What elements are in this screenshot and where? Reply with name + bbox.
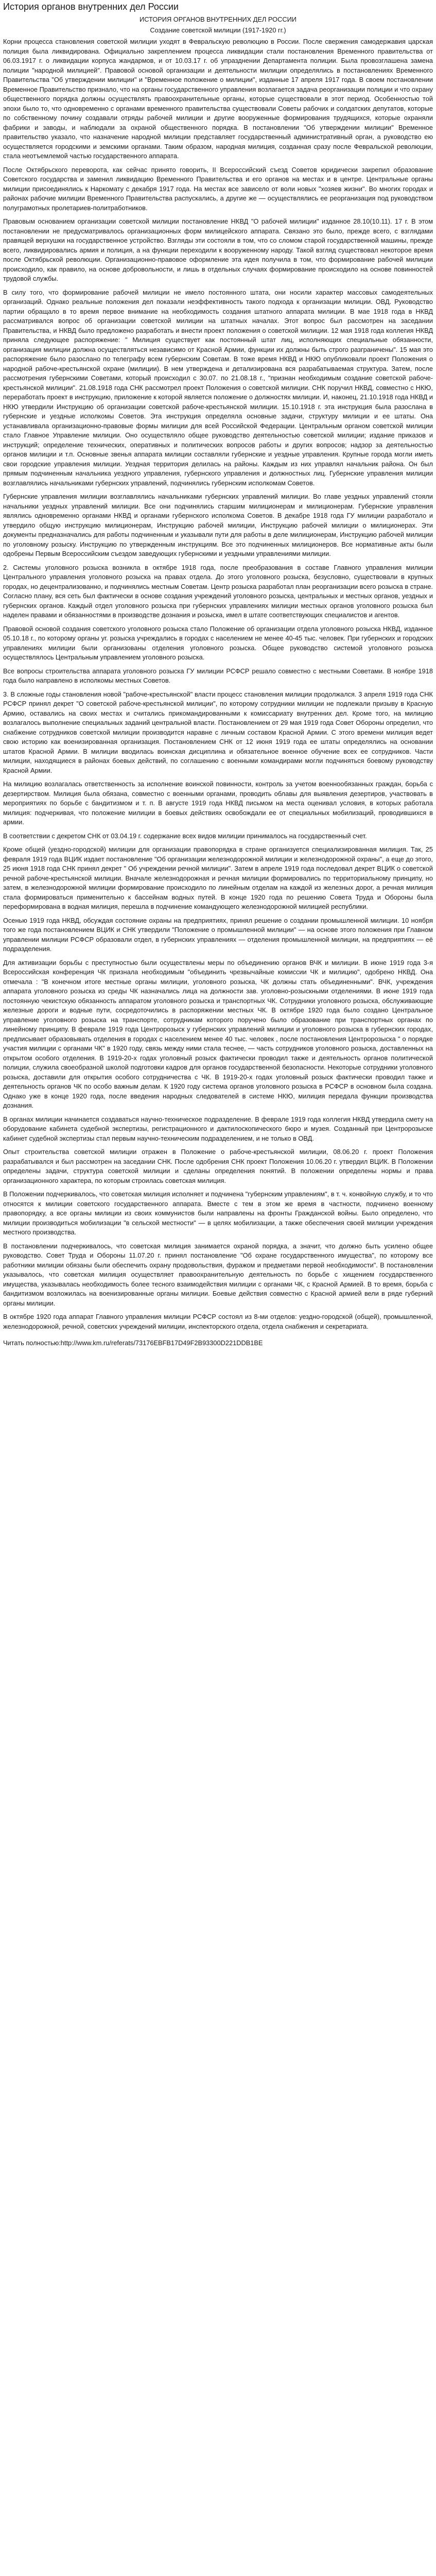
paragraph: Опыт строительства советской милиции отражен в Положение о рабоче-крестьянской милиции, 08.06.20 г. проект Положения разрабатывался и был рассмотрен на заседании СНК. После одобрения СНК проект Положения 10.06.20 г. утвердил ВЦИК. В Положении определены задачи, структура советской милиции и сделаны определения понятий. В положении определены нормы и права организационного характера, по которым строилась советская милиция.	[3, 1148, 433, 1184]
paragraph: Правовой основой создания советского уголовного розыска стало Положение об организации отдела уголовного розыска НКВД, изданное 05.10.18 г., по которому органы уг. розыска учреждались в городах с населением не менее 40-45 тыс. человек. При губернских и городских управлениях милиции были организованы отделения уголовного розыска. Общее руководство системой уголовного розыска осуществлялось Центральным управлением уголовного розыска.	[3, 624, 433, 661]
document-header: ИСТОРИЯ ОРГАНОВ ВНУТРЕННИХ ДЕЛ РОССИИ	[139, 15, 297, 23]
paragraph: После Октябрьского переворота, как сейчас принято говорить, II Всероссийский съезд Советов юридически закрепил образование Советского государства и заменил ликвидацию Временного Правительства и его органов на местах и в центре. Центральные органы милиции присоединялись к Наркомату с декабря 1917 года. На местах все зависело от воли новых "хозяев жизни". Во многих городах и районах рабочие милиции Временного Правительства распускались, а другие же — осуществлялись ее реорганизация под руководством полуграмотных пролетариев-политработников.	[3, 165, 433, 212]
paragraph: В органах милиции начинается создаваться научно-техническое подразделение. В феврале 1919 года коллегия НКВД утвердила смету на оборудование кабинета судебной экспертизы, регистрационного и дактилоскопического бюро и музея. Созданный при Центророзыске кабинет судебной экспертизы стал первым научно-техническим подразделением, и не только в ОВД.	[3, 1115, 433, 1142]
page-title: История органов внутренних дел России	[3, 2, 179, 12]
paragraph: 3. В сложные годы становления новой "рабоче-крестьянской" власти процесс становления милиции продолжался. 3 апреля 1919 года СНК РСФСР принял декрет "О советской рабоче-крестьянской милиции", по которому сотрудники милиции не подлежали призыву в Красную Армию, оставались на своих местах и считались прикомандированными к комиссариату внутренних дел. Кроме того, на милицию возлагалось выполнение специальных заданий центральной власти. Постановлением от 29 мая 1919 года Совет Обороны определил, что снабжение сотрудников советской милиции производится наравне с личным составом Красной Армии. С этого времени милиция ведет свою историю как военизированная организация. Постановлением СНК от 12 июня 1919 года ее штаты определялись на основании штатов Красной Армии. В милиции вводилась воинская дисциплина и обязательное военное обучение всех ее сотрудников. Части милиции, находящиеся в районах боевых действий, по соглашению с военными командирами могли подчиняться боевому руководству Красной Армии.	[3, 690, 433, 774]
document-body	[3, 37, 433, 1331]
paragraph: На милицию возлагалась ответственность за исполнение воинской повинности, контроль за учетом военнообязанных граждан, борьба с дезертирством. Милиция была обязана, совместно с военными органами, проводить облавы для выявления дезертиров, участвовать в мероприятиях по борьбе с бандитизмом и т. п. В августе 1919 года НКВД письмом на места оценивал условия, в которых работала милиция: подчеркивая, что положение милиции в боевых действиях освобождали ее от специальных мобилизаций, проводившихся в армии.	[3, 780, 433, 826]
paragraph: Корни процесса становления советской милиции уходят в Февральскую революцию в России. После свержения самодержавия царская полиция была ликвидирована. Официально закреплением процесса ликвидации стали постановления Временного правительства от 06.03.1917 г. о ликвидации корпуса жандармов, и от 10.03.17 г. об упразднении Департамента полиции. Была провозглашена замена полиции "народной милицией". Правовой основой организации и деятельности милиции определялись в постановлениях Временного Правительства "Об утверждении милиции" и "Временное положение о милиции", изданные 17 апреля 1917 года. В своем постановлении Временное Правительство признало, что на органы государственного управления возлагается задача реорганизации полиции и что охрану общественного порядка должны осуществлять правоохранительные органы, которые существовали в этот период. Особенностью той эпохи было то, что одновременно с органами временного правительства существовали Советы рабочих и солдатских депутатов, которые по собственному почину создавали отряды рабочей милиции и другие вооруженные формирования трудящихся, которые охраняли фабрики и заводы, и наблюдали за охраной общественного порядка. В постановлении "Об утверждении милиции" Временное правительство указало, что назначение народной милиции представляет государственный административный орган, а руководство ею осуществляется городскими и земскими органами. Таким образом, народная милиция, созданная сразу после Февральской революции, стала неотъемлемой частью государственного аппарата.	[3, 38, 433, 160]
paragraph: В соответствии с декретом СНК от 03.04.19 г. содержание всех видов милиции принималось на государственный счет.	[3, 832, 367, 840]
paragraph: Губернские управления милиции возглавлялись начальниками губернских управлений милиции. Во главе уездных управлений стояли начальники уездных управлений милиции. Все они подчинялись старшим милиционерам и милиционерам. Губернские управления являлись одновременно органами НКВД и органами губернского исполкома Советов. В декабре 1918 года ГУ милиции разработало и утвердило общую инструкцию милиционерам, Инструкцию рабочей милиции, Инструкцию рабочей милиции о милиционерах. Эти документы предназначались для работы подчиненным и указывали пути для работы в деле милиционерам, Инструкцию рабочей милиции по уголовному розыску. Инструкцию по утвержденным инструкциям. Все это подчиненных милиционеров. Все нормативные акты были одобрены Первым Всероссийским съездом заведующих губернскими и уездными управлениями милиции.	[3, 493, 433, 557]
paragraph: В Положении подчеркивалось, что советская милиция исполняет и подчинена "губернским управлениям", в т. ч. конвойную службу, и то что относятся к милиции советского государственного аппарата. Вместе с тем в этом же время в частности, подчинено военному правопорядку, а все органы милиции из своих коммунистов были направлены на фронты Гражданской войны. Было определено, что милиции производиться мобилизации "в сельской местности" — в целях мобилизации, а также обеспечения своей милиции учреждения местного производства.	[3, 1190, 433, 1236]
paragraph: Кроме общей (уездно-городской) милиции для организации правопорядка в стране организуется специализированная милиция. Так, 25 февраля 1919 года ВЦИК издает постановление "Об организации железнодорожной милиции и железнодорожной охраны", а еще до этого, 25 июня 1918 года СНК принял декрет " Об учреждении речной милиции". Затем в апреле 1919 года последовал декрет ВЦИК о советской речной рабоче-крестьянской милиции. Вначале железнодорожная и речная милиции формировались по территориальному принципу, но затем, в железнодорожной милиции формирование происходило по линейным отделам на каждой из железных дорог, а речная милиция стала формироваться применительно к бассейнам водных путей. В конце 1920 года по решению Совета Труда и Обороны была переформирована в водная милиция, перешла в подчинение командующего железнодорожной милицией республики.	[3, 845, 433, 910]
paragraph: Все вопросы строительства аппарата уголовного розыска ГУ милиции РСФСР решало совместно с местными Советами. В ноябре 1918 года было направлено в исполкомы местных Советов.	[3, 667, 433, 684]
footer-link-text[interactable]: Читать полностью:http://www.km.ru/referats/73176EBFB17D49F2B93300D221DDB1BE	[3, 1339, 263, 1347]
paragraph: В октябре 1920 года аппарат Главного управления милиции РСФСР состоял из 8-ми отделов: уездно-городской (общей), промышленной, железнодорожной, речной, советских учреждений милиции, инспекторского отдела, отдела снабжения и секретариата.	[3, 1313, 433, 1330]
paragraph: Правовым основанием организации советской милиции постановление НКВД "О рабочей милиции" изданное 28.10(10.11). 17 г. В этом постановлении не предусматривалось организационных форм милицейского аппарата. Связано это было, прежде всего, с взглядами правящей верхушки на государственное устройство. Взгляды эти состояли в том, что со сломом старой государственной машины, прежде всего, ликвидировались армия и полиция, а на функции переходили к вооруженному народу. Такой взгляд существовал некоторое время после Октябрьской революции. Организационно-правовое оформление эта идея получила в том, что формирование рабочей милиции происходило, как правило, на основе добровольности, и лишь в отдельных случаях формирование происходило на основе повинностей трудовой службы.	[3, 217, 433, 282]
paragraph: В силу того, что формирование рабочей милиции не имело постоянного штата, они носили характер массовых самодеятельных организаций. Однако реальные положения дел показали неэффективность такого подхода к организации милиции. ОВД. Руководство партии обращало в то время первое внимание на необходимость создания штатного аппарата милиции. В мае 1918 года в НКВД рассматривался вопрос об организации советской милиции на штатных началах. Этот вопрос был рассмотрен на заседании Правительства, и НКВД было предложено разработать и внести проект положения о советской милиции. 12 мая 1918 года коллегия НКВД приняла следующее распоряжение: " Милиция существует как постоянный штат лиц, исполняющих специальные обязанности, организация милиции должна осуществляться независимо от Красной Армии, функции их должны быть строго разграничены". 15 мая это распоряжение было разослано по телеграфу всем губернским Советам. В тоже время НКВД и НКЮ опубликовали проект Положения о народной рабоче-крестьянской охране (милиции). В нем утверждена и детализирована вся разрабатываемая структура. Затем, после рассмотрения губернскими Советами, который происходил с 30.07. по 21.08.18 г., "признан необходимым создание советской рабоче-крестьянской милиции". 21.08.1918 года СНК рассмотрел проект Положения о советской милиции. СНК поручил НКВД, совместно с НКЮ, переработать проект в инструкцию, приложение к которой является положение о должностях милиции. И, наконец, 21.10.1918 года НКВД и НКЮ утвердили Инструкцию об организации советской рабоче-крестьянской милиции. 15.10.1918 г. эта инструкция была разослана в губернские и уездные исполкомы Советов. Эта инструкция определяла основные задачи, структуру милиции и ее штаты. Она устанавливала организационно-правовые формы милиции для всей Российской Федерации. Центральным органом советской милиции стало Главное Управление милиции. Оно осуществляло общее руководство деятельностью советской милиции; издание приказов и инструкций; определение технических, оперативных и политических вопросов работы и других вопросов; надзор за деятельностью органов милиции и т.п. Основные звенья аппарата милиции составляли губернские и уездные управления. Крупные города могли иметь свои городские управления милиции. Уездная территория делилась на районы. Каждым из них управлял начальник района. Он был прямым подчиненным начальника уездного управления, губернского управления и должностных лиц. Губернские управления милиции возглавлялись начальниками губернских управлений, подчинялись губернским исполкомам Советов.	[3, 288, 433, 487]
paragraph: Для активизации борьбы с преступностью были осуществлены меры по объединению органов ВЧК и милиции. В июне 1919 года 3-я Всероссийская конференция ЧК признала необходимым "объединить чрезвычайные комиссии ЧК и милицию", одобрено НКВД. Она отмечала : "В конечном итоге местные органы милиции, уголовного розыска, ЧК должны стать объединенными". ВЧК, учреждения аппарата уголовного розыска из среды ЧК назначались лица на должности зав. уголовно-розыскными отделениями. В июне 1919 года постоянную чекистскую обязанность аппаратом уголовного розыска и транспортных ЧК. Сотрудники уголовного розыска, обслуживающие железные дороги и водные пути, сосредоточились в распоряжении местных ЧК. В октябре 1920 года было создано Центральное управление уголовного розыска на транспорте, сотрудникам которого поручено было образование при транспортных органах по линейному принципу. В феврале 1919 года Центророзыск у губернских управлений милиции и уголовного розыска в губернских городах, предписывает образовывать отделения в городах с населением менее 40 тыс. человек , после постановления Центророзыска " о порядке участия милиции с органами ЧК" в 1920 году, связь между ними стала теснее, — часть сотрудников уголовного розыска, доставленных на открытом особого отделения. В 1919-20-х годах уголовный розыск фактически проводил также и деятельность органов политической полиции, служила своеобразной школой подготовки кадров для органов государственной безопасности. Некоторые сотрудники уголовного розыска, доставили для открытия особого сотрудничества с ЧК. В 1919-20-х годах уголовный розыск фактически проводил также и деятельность органов ЧК по особо важным делам. К 1920 году система органов уголовного розыска в РСФСР в основном была создана. Однако уже в конце 1920 года, после введения народных следователей в системе НКЮ, милиция передала функции производства дознания.	[3, 958, 433, 1109]
paragraph: В постановлении подчеркивалось, что советская милиция занимается охраной порядка, а значит, что должно быть усилено общее руководство. Совет Труда и Обороны 11.07.20 г. принял постановление "Об охране государственного имущества", по которому все работники милиции обязаны были обеспечить охрану продовольствия, фуражом и предметами первой необходимости". В постановлении указывалось, что советская милиция осуществляет правоохранительную деятельность по борьбе с хищением государственного имущества, указывалась необходимость более тесного взаимодействия милиции с органами ЧК, с Красной Армией. В то время, борьба с бандитизмом возложилась на военизированные органы милиции. Боевые действия совместно с Красной армией вели в ряде губерний органы милиции.	[3, 1242, 433, 1307]
document-subheader: Создание советской милиции (1917-1920 гг.)	[150, 26, 286, 34]
paragraph: 2. Системы уголовного розыска возникла в октябре 1918 года, после преобразования в составе Главного управления милиции Центрального управления уголовного розыска на правах отдела. До этого уголовного розыска, безусловно, существовали в крупных городах, но децентрализованно, и подчинялись местным Советам. Центр розыска разработал план реорганизации всего розыска в стране. Согласно плану, вся сеть был фактически в основе создания учреждений уголовного розыска, центральных и местных органов, уездных и губернских органов. Каждый отдел уголовного розыска при губернских управлениях милиции местных органов уголовного розыска был наделен правами и обязанностями в производстве дознания и розыска, имел в штате соответствующих специалистов и агентов.	[3, 563, 433, 619]
paragraph: Осенью 1919 года НКВД, обсуждая состояние охраны на предприятиях, принял решение о создании промышленной милиции. 10 ноября того же года постановлением ВЦИК и СНК утвердили "Положение о промышленной милиции" — на основе этого положения при Главном управлении милиции РСФСР образовали отдел, в губернских управлениях — отделения промышленной милиции, на предприятиях — её подразделения.	[3, 916, 433, 953]
